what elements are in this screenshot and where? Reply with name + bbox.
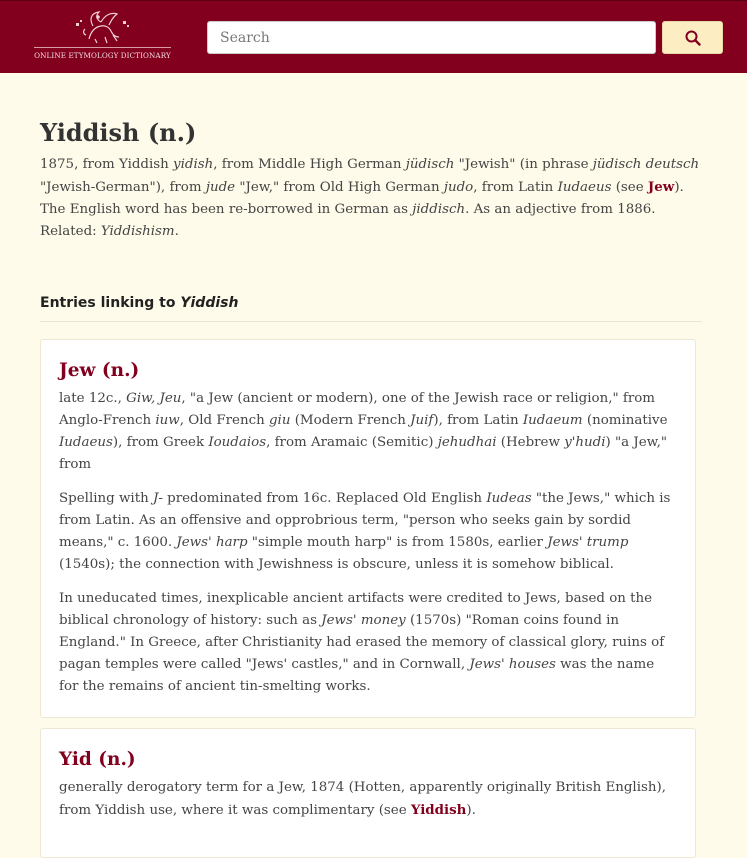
xref-yiddish-link[interactable]: Yiddish [410,802,467,818]
related-entry-link-jew[interactable]: Jew (n.) [59,360,140,381]
related-entry-card-yid [40,728,696,858]
related-entry-paragraph: generally derogatory term for a Jew, 1874 (Hotten, apparently originally British English), from Yiddish use, where it was complimentary (see Yiddish). [59,780,666,818]
site-header [0,0,747,73]
related-entry-title-jew[interactable] [59,360,677,382]
related-entry-link-yid[interactable]: Yid (n.) [59,749,136,770]
related-entry-paragraph: late 12c., Giw, Jeu, "a Jew (ancient or modern), one of the Jewish race or religion," from Anglo-French iuw, Old French giu (Modern French Juif), from Latin Iudaeum (nominative Iudaeus), from Greek Ioudaios, from Aramaic (Semitic) jehudhai (Hebrew y'hudi) "a Jew," from [59,391,668,472]
related-entries-heading: Entries linking to Yiddish [40,295,239,311]
related-divider [40,321,702,322]
griffin-logo-icon [71,9,135,45]
related-entry-card-jew [40,339,696,718]
related-entry-title-yid[interactable] [59,749,677,771]
main-entry [40,118,706,243]
entry-definition: 1875, from Yiddish yidish, from Middle High German jüdisch "Jewish" (in phrase jüdisch deutsch "Jewish-German"), from jude "Jew," from Old High German judo, from Latin Iudaeus (see Jew). The English word has been re-borrowed in German as jiddisch. As an adjective from 1886. Related: Yiddishism. [40,157,700,239]
related-entry-paragraph: In uneducated times, inexplicable ancient artifacts were credited to Jews, based on the biblical chronology of history: such as Jews' money (1570s) "Roman coins found in England." In Greece, after Christianity had erased the memory of classical glory, ruins of pagan temples were called "Jews' castles," and in Cornwall, Jews' houses was the name for the remains of ancient tin-smelting works. [59,591,665,694]
xref-jew-link[interactable]: Jew [647,179,675,195]
related-entry-paragraph: Spelling with J- predominated from 16c. Replaced Old English Iudeas "the Jews," which is from Latin. As an offensive and opprobrious term, "person who seeks gain by sordid means," c. 1600. Jews' harp "simple mouth harp" is from 1580s, earlier Jews' trump (1540s); the connection with Jewishness is obscure, unless it is somehow biblical. [59,491,671,572]
search-icon [685,30,701,46]
site-logo[interactable] [30,9,175,65]
logo-divider [34,47,171,48]
search-button[interactable] [662,21,723,54]
logo-text: ONLINE ETYMOLOGY DICTIONARY [34,51,171,60]
entry-title: Yiddish (n.) [40,118,197,147]
search-input[interactable] [207,21,656,54]
